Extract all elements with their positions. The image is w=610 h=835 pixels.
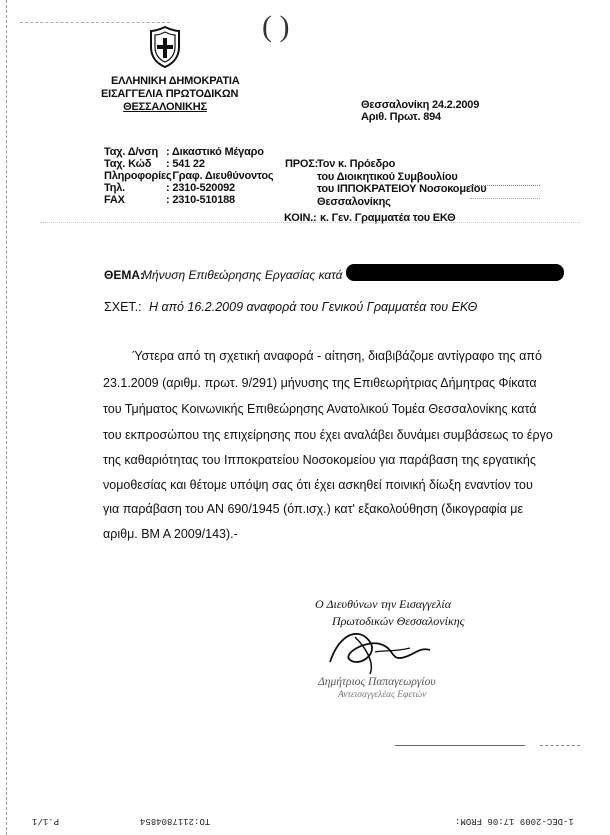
org-line-1: ΕΛΛΗΝΙΚΗ ΔΗΜΟΚΡΑΤΙΑ xyxy=(111,75,240,87)
subject-label: ΘΕΜΑ: xyxy=(104,268,144,282)
body-line: της καθαριότητας του Ιπποκρατείου Νοσοκομείου για παράβαση της εργατικής xyxy=(103,453,536,467)
fax-footer-left: P.1/1 xyxy=(32,816,60,826)
body-line: νομοθεσίας και θέτομε υπόψη σας ότι έχει ασκηθεί ποινική δίωξη εναντίον του xyxy=(103,478,533,492)
place-date: Θεσσαλονίκη 24.2.2009 xyxy=(361,99,480,111)
signature-line-1: Ο Διευθύνων την Εισαγγελία xyxy=(315,597,452,611)
scan-top-line xyxy=(20,22,170,23)
redaction-bar xyxy=(346,264,564,281)
signatory-name: Δημήτριος Παπαγεωργίου xyxy=(318,676,436,688)
contact-label: Ταχ. Δ/νση xyxy=(104,146,159,158)
contact-value: : 2310-520092 xyxy=(166,182,235,194)
scan-noise xyxy=(395,745,525,746)
body-line: για παράβαση του ΑΝ 690/1945 (όπ.ισχ.) κατ' εξακολούθηση (δικογραφία με xyxy=(103,502,524,516)
org-line-2: ΕΙΣΑΓΓΕΛΙΑ ΠΡΩΤΟΔΙΚΩΝ xyxy=(101,88,239,100)
pros-label: ΠΡΟΣ: xyxy=(285,158,319,170)
contact-value: : 2310-510188 xyxy=(166,194,235,206)
recipient-line-3: του ΙΠΠΟΚΡΑΤΕΙΟΥ Νοσοκομείου xyxy=(317,183,487,195)
scan-noise xyxy=(40,222,580,223)
signature-line-2: Πρωτοδικών Θεσσαλονίκης xyxy=(332,614,465,628)
contact-label: FAX xyxy=(104,194,125,206)
handwritten-signature-icon xyxy=(320,622,440,682)
body-line: του εκπροσώπου της επιχείρησης που έχει αναλάβει δυνάμει συμβάσεως το έργο xyxy=(103,428,553,442)
reference-text: Η από 16.2.2009 αναφορά του Γενικού Γραμματέα του ΕΚΘ xyxy=(149,300,478,314)
body-line: αριθμ. ΒΜ Α 2009/143).- xyxy=(103,527,238,541)
reference-label: ΣΧΕΤ.: xyxy=(104,300,142,314)
scan-noise xyxy=(470,185,540,199)
coat-of-arms-icon xyxy=(147,25,183,69)
recipient-line-2: του Διοικητικού Συμβουλίου xyxy=(317,171,458,183)
contact-value: : Δικαστικό Μέγαρο xyxy=(166,146,264,158)
signatory-title: Αντεισαγγελέας Εφετών xyxy=(338,690,427,700)
contact-label: Τηλ. xyxy=(104,182,125,194)
contact-value: : Γραφ. Διευθύνοντος xyxy=(166,170,274,182)
subject-text: Μήνυση Επιθεώρησης Εργασίας κατά xyxy=(142,268,343,282)
fax-footer-right: 1-DEC-2009 17:06 FROM: xyxy=(455,816,574,826)
koin-label: ΚΟΙΝ.: xyxy=(284,212,317,224)
contact-value: : 541 22 xyxy=(166,158,205,170)
body-line: 23.1.2009 (αριθμ. πρωτ. 9/291) μήνυσης της Επιθεωρήτριας Δήμητρας Φίκατα xyxy=(103,376,537,390)
koin-value: κ. Γεν. Γραμματέα του ΕΚΘ xyxy=(320,212,456,224)
body-line: του Τμήματος Κοινωνικής Επιθεώρησης Ανατολικού Τομέα Θεσσαλονίκης κατά xyxy=(103,402,537,416)
body-line: Ύστερα από τη σχετική αναφορά - αίτηση, διαβιβάζομε αντίγραφο της από xyxy=(132,349,542,363)
recipient-line-1: Τον κ. Πρόεδρο xyxy=(317,158,396,170)
scan-noise xyxy=(540,745,580,746)
protocol-number: Αριθ. Πρωτ. 894 xyxy=(361,111,441,123)
contact-label: Πληροφορίες xyxy=(104,170,172,182)
org-line-3: ΘΕΣΣΑΛΟΝΙΚΗΣ xyxy=(123,101,207,113)
fax-footer-middle: TO:2117804854 xyxy=(140,816,211,826)
scan-left-edge xyxy=(6,0,8,835)
recipient-line-4: Θεσσαλονίκης xyxy=(317,196,391,208)
contact-label: Ταχ. Κώδ xyxy=(104,158,152,170)
handwritten-mark: ( ) xyxy=(262,10,290,43)
